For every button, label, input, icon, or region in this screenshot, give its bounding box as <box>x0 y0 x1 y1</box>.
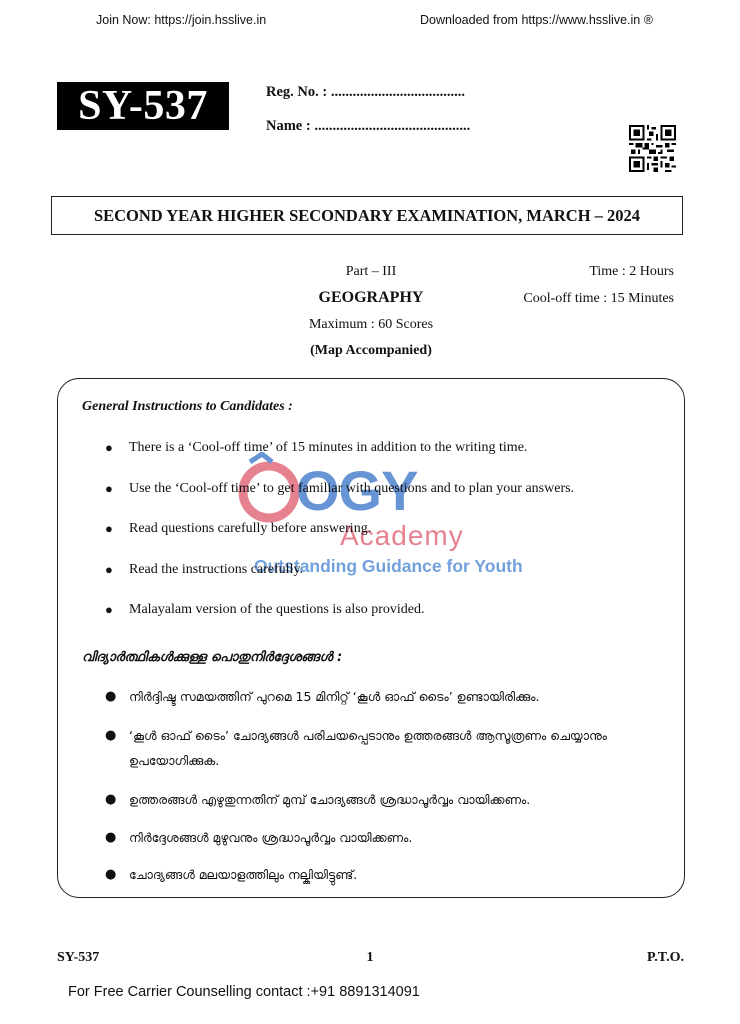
watermark-tagline: Outstanding Guidance for Youth <box>254 556 523 576</box>
pto-label: P.T.O. <box>647 950 684 965</box>
bullet-icon: ● <box>105 728 117 743</box>
instruction-text: Malayalam version of the questions is also provided. <box>129 602 425 617</box>
instruction-text: Read the instructions carefully. <box>129 562 304 577</box>
instruction-text: നിർദ്ദേശങ്ങൾ മുഴുവനും ശ്രദ്ധാപൂർവ്വം വായിക്കണം. <box>129 830 413 845</box>
instruction-text: ചോദ്യങ്ങൾ മലയാളത്തിലും നല്കിയിട്ടുണ്ട്. <box>129 867 358 882</box>
bullet-icon: ● <box>105 440 113 455</box>
footer-code: SY-537 <box>57 950 100 965</box>
paper-code-badge: SY-537 <box>57 82 229 130</box>
bullet-icon: ● <box>105 830 117 845</box>
max-score: Maximum : 60 Scores <box>308 317 434 332</box>
reg-no-field: Reg. No. : ..................................... <box>266 84 465 100</box>
bullet-icon: ● <box>105 867 117 882</box>
join-link[interactable]: Join Now: https://join.hsslive.in <box>96 13 267 27</box>
bullet-icon: ● <box>105 602 113 617</box>
instruction-text: Read questions carefully before answering. <box>129 521 372 536</box>
instruction-text: ഉത്തരങ്ങൾ എഴുതുന്നതിന് മുമ്പ് ചോദ്യങ്ങൾ ശ്രദ്ധാപൂർവ്വം വായിക്കണം. <box>129 792 531 807</box>
instruction-text: ‘കൂൾ ഓഫ് ടൈം’ ചോദ്യങ്ങൾ പരിചയപ്പെടാനും ഉത്തരങ്ങൾ ആസൂത്രണം ചെയ്യാനും ഉപയോഗിക്കുക. <box>129 728 608 768</box>
watermark-sub: Academy <box>340 520 464 551</box>
page-number: 1 <box>366 950 374 965</box>
exam-title: SECOND YEAR HIGHER SECONDARY EXAMINATION, MARCH – 2024 <box>51 196 683 235</box>
malayalam-instructions-heading: വിദ്യാർത്ഥികൾക്കുള്ള പൊതുനിർദ്ദേശങ്ങൾ : <box>82 650 343 665</box>
bullet-icon: ● <box>105 481 113 496</box>
instruction-text: നിർദ്ദിഷ്ട സമയത്തിന് പുറമെ 15 മിനിറ്റ് ‘കൂൾ ഓഫ് ടൈം’ ഉണ്ടായിരിക്കും. <box>129 689 540 704</box>
bullet-icon: ● <box>105 689 117 704</box>
cool-off-time: Cool-off time : 15 Minutes <box>523 291 674 306</box>
watermark-brand: OGY <box>296 459 418 522</box>
paper-part: Part – III <box>345 264 397 279</box>
map-note: (Map Accompanied) <box>310 343 432 358</box>
qr-code-icon <box>629 125 676 172</box>
counselling-contact: For Free Carrier Counselling contact :+91 8891314091 <box>68 984 420 1000</box>
general-instructions-heading: General Instructions to Candidates : <box>82 399 293 414</box>
instruction-text: Use the ‘Cool-off time’ to get familiar with questions and to plan your answers. <box>129 481 575 496</box>
instruction-text: There is a ‘Cool-off time’ of 15 minutes in addition to the writing time. <box>129 440 528 455</box>
exam-time: Time : 2 Hours <box>589 264 674 279</box>
name-field: Name : ........................................... <box>266 118 471 134</box>
instructions-frame <box>57 378 685 898</box>
bullet-icon: ● <box>105 562 113 577</box>
bullet-icon: ● <box>105 521 113 536</box>
subject-title: GEOGRAPHY <box>318 289 424 306</box>
bullet-icon: ● <box>105 792 117 807</box>
download-link[interactable]: Downloaded from https://www.hsslive.in ® <box>420 13 653 27</box>
